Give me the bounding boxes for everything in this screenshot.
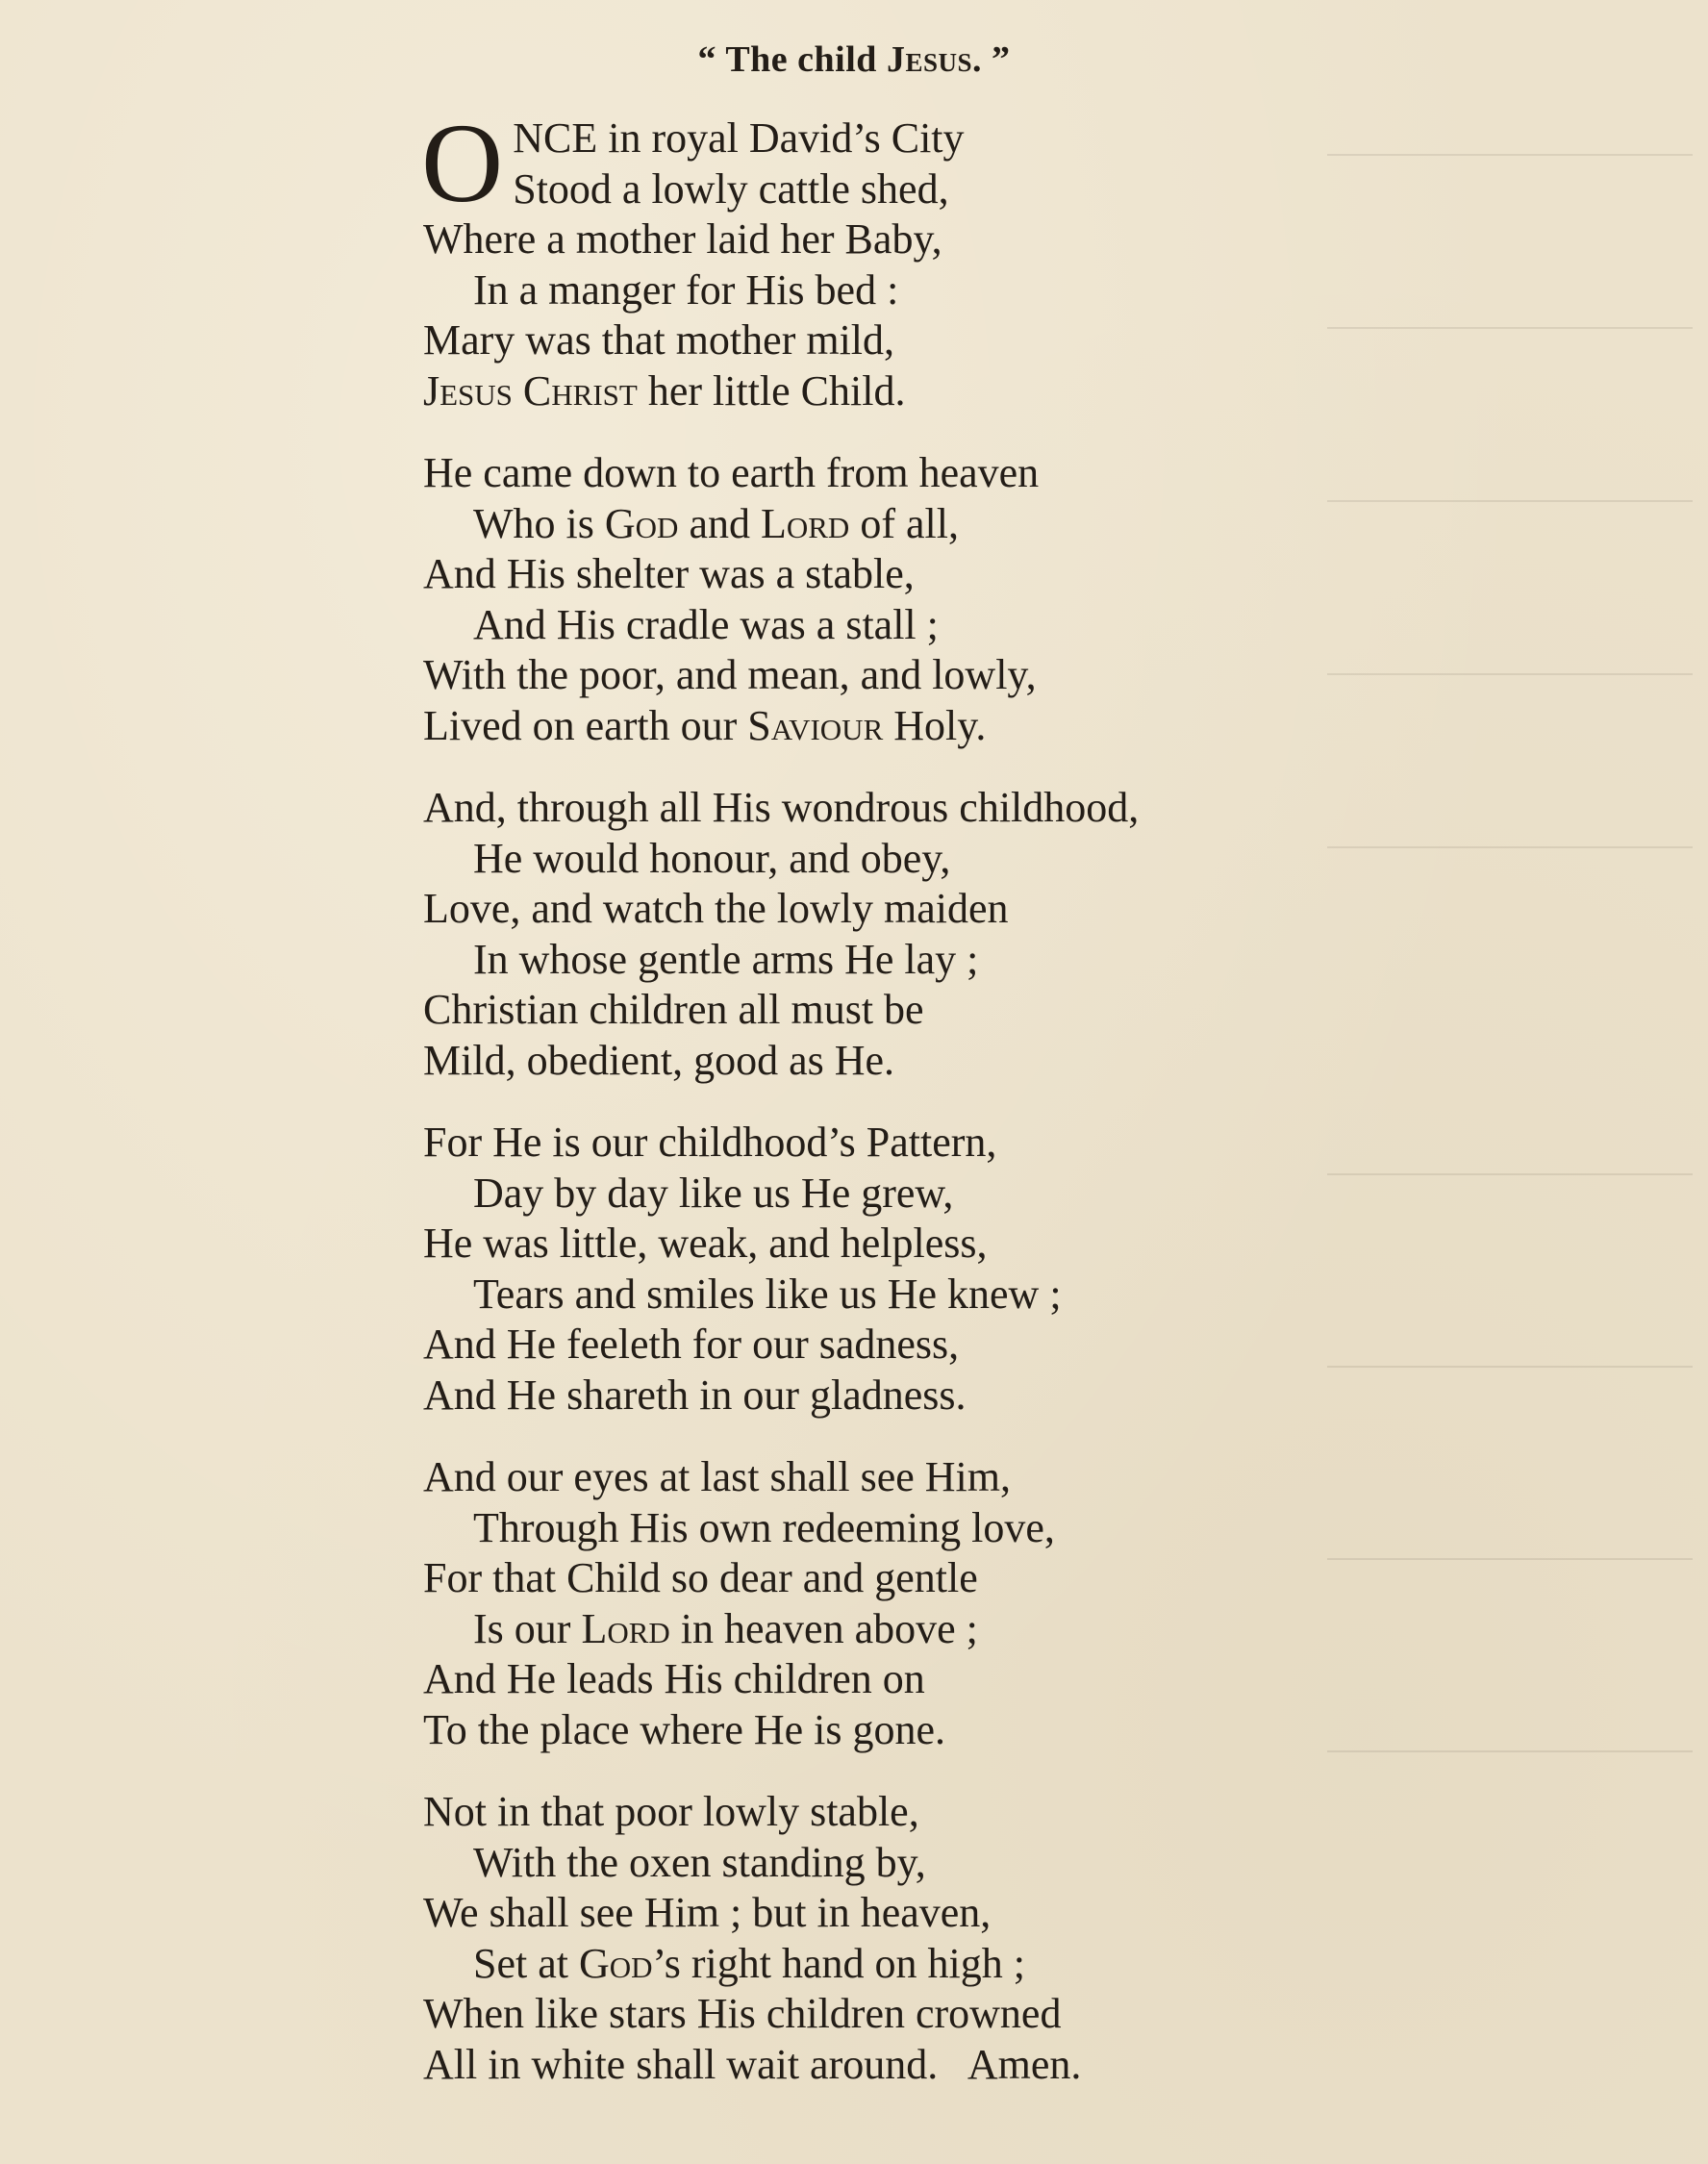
stanza-line: He would honour, and obey, — [473, 834, 951, 882]
line-text: Lived on earth our — [423, 701, 748, 749]
lord-smallcaps: Lord — [760, 499, 850, 547]
stanza-line: Mary was that mother mild, — [423, 316, 895, 364]
stanza-line: And our eyes at last shall see Him, — [423, 1453, 1011, 1500]
stanza-6 — [423, 1787, 1289, 2090]
stanza-line: Through His own redeeming love, — [473, 1503, 1055, 1551]
drop-cap: O — [421, 100, 504, 226]
stanza-line: With the oxen standing by, — [473, 1838, 926, 1886]
stanza-line: All in white shall wait around. Amen. — [423, 2040, 1082, 2088]
stanza-line: He was little, weak, and helpless, — [423, 1220, 988, 1267]
line-text: Who is — [473, 499, 605, 547]
line-text: Set at — [473, 1939, 579, 1987]
stanza-line — [423, 1604, 1289, 1655]
stanza-line: Day by day like us He grew, — [473, 1169, 954, 1217]
line-text: Is our — [473, 1604, 582, 1652]
stanza-line: And His cradle was a stall ; — [473, 600, 939, 648]
lord-smallcaps: Lord — [581, 1604, 670, 1652]
stanza-line: We shall see Him ; but in heaven, — [423, 1889, 992, 1936]
saviour-smallcaps: Saviour — [747, 701, 884, 749]
stanza-line: And He leads His children on — [423, 1655, 925, 1702]
line-text: her little Child. — [637, 366, 906, 415]
stanza-line: With the poor, and mean, and lowly, — [423, 651, 1037, 698]
stanza-line: And He feeleth for our sadness, — [423, 1321, 960, 1368]
title-name: Jesus — [886, 39, 972, 80]
stanza-line: Where a mother laid her Baby, — [423, 215, 942, 263]
god-smallcaps: God — [604, 499, 679, 547]
stanza-5 — [423, 1452, 1289, 1755]
line-text: and — [678, 499, 761, 547]
stanza-line: Tears and smiles like us He knew ; — [473, 1270, 1062, 1318]
stanza-line: And His shelter was a stable, — [423, 550, 915, 597]
stanza-2 — [423, 448, 1289, 751]
stanza-line — [423, 366, 1289, 417]
god-smallcaps: God — [578, 1939, 653, 1987]
stanza-line: Christian children all must be — [423, 986, 924, 1033]
line-text: ’s right hand on high ; — [652, 1939, 1025, 1987]
stanza-line: Mild, obedient, good as He. — [423, 1036, 895, 1084]
hymn-title — [0, 38, 1708, 81]
stanza-4 — [423, 1118, 1289, 1421]
line-text: in heaven above ; — [669, 1604, 978, 1652]
show-through-texture — [1327, 115, 1693, 2039]
stanza-line: In a manger for His bed : — [473, 265, 899, 314]
stanza-line: And He shareth in our gladness. — [423, 1371, 967, 1419]
stanza-line: To the place where He is gone. — [423, 1705, 946, 1753]
line-text: Holy. — [883, 701, 987, 749]
stanza-line: When like stars His children crowned — [423, 1990, 1062, 2037]
title-open: “ The child — [697, 39, 887, 80]
stanza-line — [423, 701, 1289, 752]
line-text: of all, — [849, 499, 959, 547]
stanza-line: Not in that poor lowly stable, — [423, 1788, 919, 1835]
hymn-text — [421, 100, 1289, 2122]
stanza-line — [423, 1939, 1289, 1990]
stanza-line: And, through all His wondrous childhood, — [423, 784, 1140, 831]
stanza-line: For He is our childhood’s Pattern, — [423, 1119, 997, 1166]
jesus-christ-smallcaps: Jesus Christ — [423, 366, 638, 415]
stanza-3 — [423, 783, 1289, 1086]
stanza-line: In whose gentle arms He lay ; — [473, 935, 979, 983]
stanza-line: NCE in royal David’s City — [513, 114, 965, 162]
stanza-line: Love, and watch the lowly maiden — [423, 885, 1009, 932]
stanza-1 — [421, 100, 1289, 416]
stanza-line — [423, 499, 1289, 550]
stanza-line: Stood a lowly cattle shed, — [513, 164, 949, 213]
stanza-line: He came down to earth from heaven — [423, 449, 1040, 496]
stanza-line: For that Child so dear and gentle — [423, 1554, 978, 1601]
title-close: . ” — [971, 39, 1011, 80]
